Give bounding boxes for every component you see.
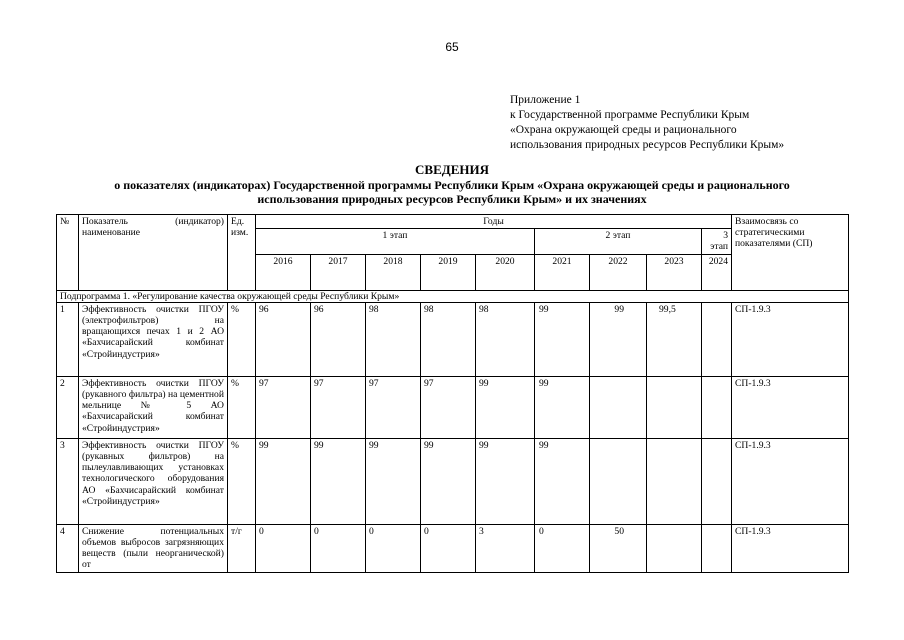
row-value: 99,5 (647, 302, 702, 376)
appendix-block (510, 93, 784, 153)
indicators-table (56, 214, 849, 573)
header-year: 2018 (366, 254, 421, 290)
header-stage-2: 2 этап (535, 229, 702, 254)
header-stage-1: 1 этап (256, 229, 535, 254)
row-value (590, 376, 647, 438)
row-value: 98 (366, 302, 421, 376)
header-year: 2021 (535, 254, 590, 290)
row-value: 99 (590, 302, 647, 376)
row-relation: СП-1.9.3 (732, 376, 849, 438)
row-value: 99 (476, 438, 535, 524)
header-year: 2024 (702, 254, 732, 290)
row-value (647, 524, 702, 572)
row-value: 0 (256, 524, 311, 572)
header-year: 2016 (256, 254, 311, 290)
row-num: 1 (57, 302, 79, 376)
row-value (702, 524, 732, 572)
row-value: 97 (366, 376, 421, 438)
row-value: 0 (311, 524, 366, 572)
row-unit: % (228, 376, 256, 438)
row-value (702, 376, 732, 438)
row-value: 99 (535, 302, 590, 376)
row-num: 2 (57, 376, 79, 438)
document-heading (0, 162, 904, 206)
row-value: 96 (311, 302, 366, 376)
row-value: 98 (476, 302, 535, 376)
appendix-line: «Охрана окружающей среды и рационального (510, 124, 737, 136)
row-num: 4 (57, 524, 79, 572)
row-unit: % (228, 438, 256, 524)
row-indicator-name: Эффективность очистки ПГОУ (электрофильтров) на вращающихся печах 1 и 2 АО «Бахчисарайский комбинат «Стройиндустрия» (79, 302, 228, 376)
row-value (702, 438, 732, 524)
document-subtitle-line: использования природных ресурсов Республики Крым» и их значениях (257, 192, 647, 206)
page-number: 65 (445, 40, 459, 54)
row-relation: СП-1.9.3 (732, 438, 849, 524)
header-relation: Взаимосвязь со стратегическими показателями (СП) (732, 215, 849, 291)
row-value (647, 376, 702, 438)
row-relation: СП-1.9.3 (732, 302, 849, 376)
row-value: 0 (366, 524, 421, 572)
appendix-line: к Государственной программе Республики Крым (510, 109, 750, 121)
row-value: 99 (535, 438, 590, 524)
row-indicator-name: Эффективность очистки ПГОУ (рукавных фильтров) на пылеулавливающих установках технологического оборудования АО «Бахчисарайский комбинат «Стройиндустрия» (79, 438, 228, 524)
row-value: 99 (366, 438, 421, 524)
header-year: 2019 (421, 254, 476, 290)
row-value: 0 (421, 524, 476, 572)
header-year: 2020 (476, 254, 535, 290)
row-value: 3 (476, 524, 535, 572)
row-value: 0 (535, 524, 590, 572)
row-value: 97 (311, 376, 366, 438)
appendix-line: Приложение 1 (510, 94, 581, 106)
header-num: № (57, 215, 79, 291)
header-year: 2022 (590, 254, 647, 290)
header-year: 2017 (311, 254, 366, 290)
document-title: СВЕДЕНИЯ (415, 162, 489, 177)
row-value: 99 (476, 376, 535, 438)
row-value: 99 (535, 376, 590, 438)
row-value: 97 (256, 376, 311, 438)
table-row (57, 524, 849, 572)
row-unit: % (228, 302, 256, 376)
header-unit: Ед. изм. (228, 215, 256, 291)
table-row (57, 302, 849, 376)
row-indicator-name: Снижение потенциальных объемов выбросов загрязняющих веществ (пыли неорганической) от (79, 524, 228, 572)
table-row (57, 376, 849, 438)
header-stage-3: 3 этап (702, 229, 732, 254)
row-value (590, 438, 647, 524)
row-value: 96 (256, 302, 311, 376)
row-value: 99 (421, 438, 476, 524)
row-value: 50 (590, 524, 647, 572)
header-indicator: Показатель (индикатор) наименование (79, 215, 228, 291)
row-num: 3 (57, 438, 79, 524)
row-unit: т/г (228, 524, 256, 572)
header-years: Годы (256, 215, 732, 229)
row-relation: СП-1.9.3 (732, 524, 849, 572)
row-value: 99 (311, 438, 366, 524)
row-value (647, 438, 702, 524)
row-value: 97 (421, 376, 476, 438)
row-value: 99 (256, 438, 311, 524)
row-value (702, 302, 732, 376)
appendix-line: использования природных ресурсов Республики Крым» (510, 139, 785, 151)
row-indicator-name: Эффективность очистки ПГОУ (рукавного фильтра) на цементной мельнице № 5 АО «Бахчисарайский комбинат «Стройиндустрия» (79, 376, 228, 438)
subprogram-title: Подпрограмма 1. «Регулирование качества окружающей среды Республики Крым» (57, 290, 849, 302)
table-row (57, 438, 849, 524)
header-year: 2023 (647, 254, 702, 290)
row-value: 98 (421, 302, 476, 376)
document-subtitle-line: о показателях (индикаторах) Государственной программы Республики Крым «Охрана окружающей среды и рационального (114, 178, 790, 192)
